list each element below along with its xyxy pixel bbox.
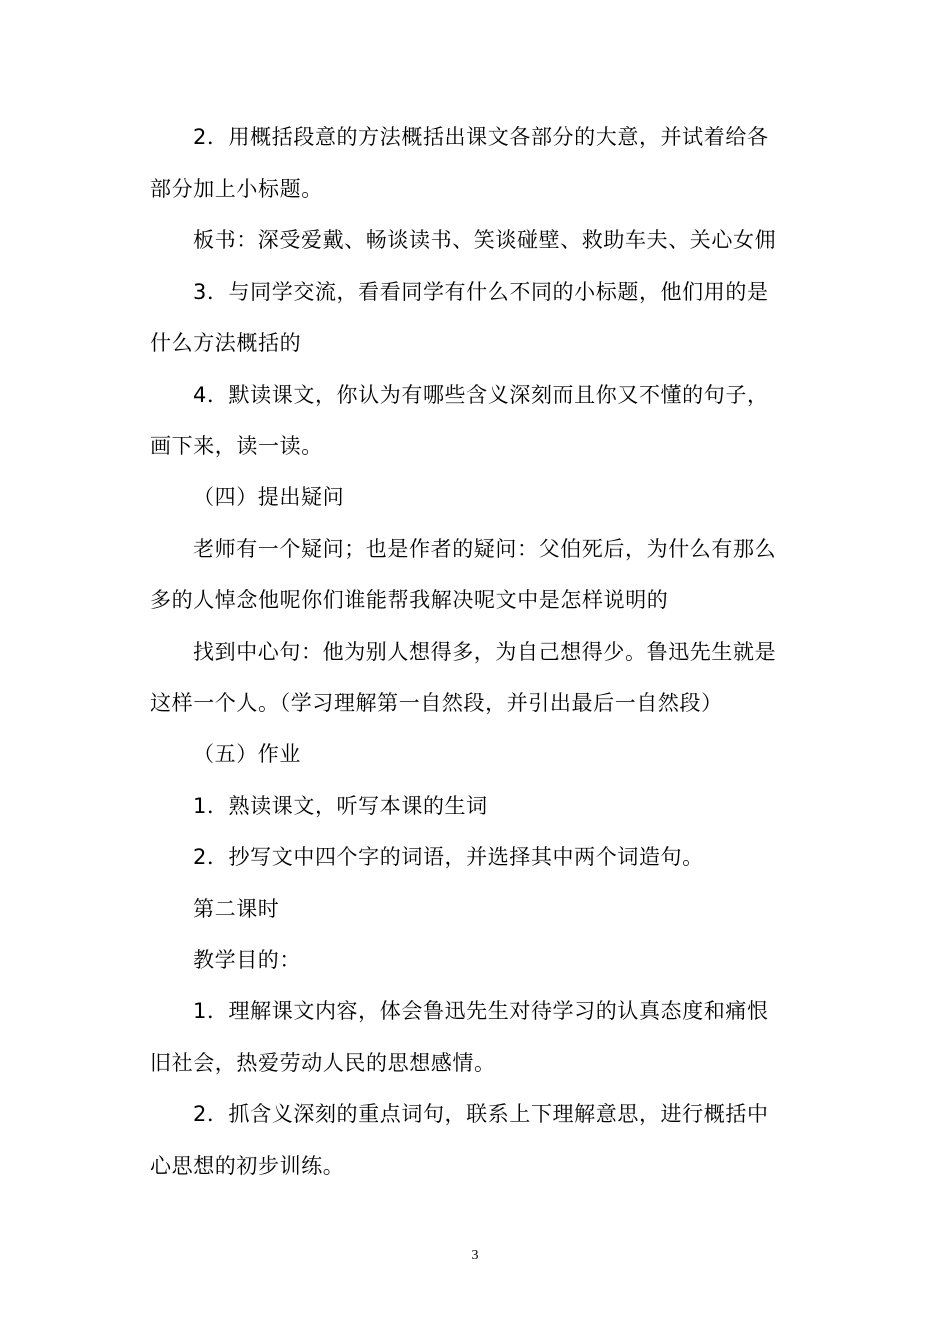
paragraph-line: 1．理解课文内容，体会鲁迅先生对待学习的认真态度和痛恨 bbox=[193, 999, 769, 1023]
paragraph-line: 老师有一个疑问；也是作者的疑问：父伯死后，为什么有那么 bbox=[193, 537, 777, 561]
section-heading: （五）作业 bbox=[193, 742, 301, 766]
paragraph-line: 1．熟读课文，听写本课的生词 bbox=[193, 794, 488, 818]
paragraph-line: 旧社会，热爱劳动人民的思想感情。 bbox=[150, 1051, 496, 1075]
paragraph-line: 4．默读课文，你认为有哪些含义深刻而且你又不懂的句子， bbox=[193, 383, 769, 407]
paragraph-line: 多的人悼念他呢你们谁能帮我解决呢文中是怎样说明的 bbox=[150, 588, 669, 612]
paragraph-line: 部分加上小标题。 bbox=[150, 177, 323, 201]
section-heading: 第二课时 bbox=[193, 897, 280, 921]
paragraph-line: 画下来，读一读。 bbox=[150, 434, 323, 458]
section-heading: （四）提出疑问 bbox=[193, 485, 345, 509]
paragraph-line: 心思想的初步训练。 bbox=[150, 1154, 345, 1178]
page-number: 3 bbox=[471, 1248, 479, 1263]
paragraph-line: 什么方法概括的 bbox=[150, 331, 302, 355]
paragraph-line: 这样一个人。（学习理解第一自然段，并引出最后一自然段） bbox=[150, 691, 723, 715]
paragraph-line: 教学目的： bbox=[193, 948, 301, 972]
paragraph-line: 找到中心句：他为别人想得多，为自己想得少。鲁迅先生就是 bbox=[193, 640, 777, 664]
paragraph-line: 2．抄写文中四个字的词语，并选择其中两个词造句。 bbox=[193, 845, 704, 869]
paragraph-line: 板书：深受爱戴、畅谈读书、笑谈碰壁、救助车夫、关心女佣 bbox=[193, 228, 777, 252]
paragraph-line: 2．用概括段意的方法概括出课文各部分的大意，并试着给各 bbox=[193, 125, 769, 149]
paragraph-line: 2．抓含义深刻的重点词句，联系上下理解意思，进行概括中 bbox=[193, 1102, 769, 1126]
paragraph-line: 3．与同学交流，看看同学有什么不同的小标题，他们用的是 bbox=[193, 280, 769, 304]
